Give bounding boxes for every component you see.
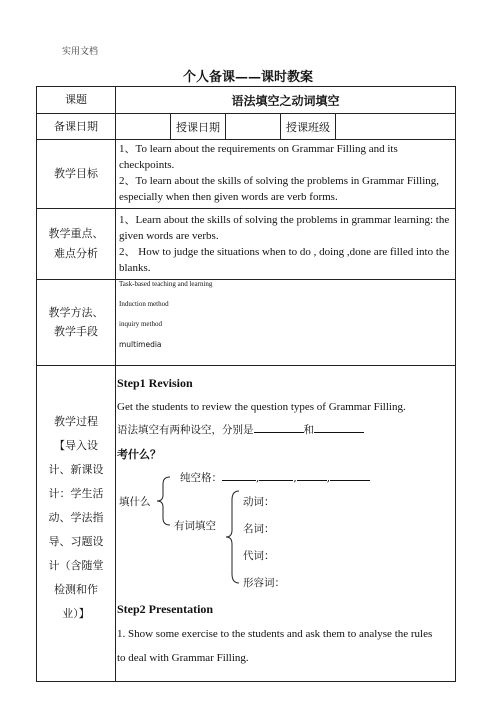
blank-5[interactable] [297,480,327,481]
step2-title: Step2 Presentation [117,601,214,616]
step1-title: Step1 Revision [117,375,193,390]
key-points-row [37,208,456,279]
method-line: multimedia [119,339,162,349]
fill-what: 填什么 [119,495,151,508]
step1-zh [117,422,364,437]
key-point-line: 2、 How to judge the situations when to do , doing ,done are filled into the blanks. [119,245,450,274]
goal-line: 1、To learn about the requirements on Grammar Filling and its checkpoints. [119,143,398,171]
blank-2[interactable] [314,432,364,433]
inner-brace-icon [224,490,242,584]
step1-zh-a: 语法填空有两种设空，分别是 [117,423,254,436]
step1-zh-b: 和 [303,423,314,436]
blank-6[interactable] [330,480,370,481]
what-test: 考什么？ [117,447,161,461]
process-label-line: 业）】 [62,606,90,620]
teach-date-label: 授课日期 [171,114,226,140]
step2-text-2: to deal with Grammar Filling. [117,651,249,664]
methods-row [37,279,456,365]
process-label [37,365,116,681]
word-type-pronoun: 代词： [243,549,275,562]
document-title: 个人备课——课时教案 [182,70,313,85]
topic-row [37,87,456,114]
word-blank-label: 有词填空 [174,519,216,532]
blank-3[interactable] [222,480,256,481]
step1-text: Get the students to review the question types of Grammar Filling. [117,400,406,413]
methods-label [37,279,116,365]
word-type-noun: 名词： [243,522,275,535]
header-note: 实用文档 [62,47,99,57]
step2-text-1: 1. Show some exercise to the students and ask them to analyse the rules [117,627,433,640]
prep-date-label: 备课日期 [37,114,116,140]
goal-line: 2、To learn about the skills of solving the problems in Grammar Filling, especially when then given words are verb forms. [119,174,440,203]
process-label-line: 【导入设 [54,438,98,452]
methods-label-line: 教学方法、 [48,305,104,319]
goals-row [37,140,456,209]
pure-blank-label: 纯空格： [180,471,222,484]
blank-1[interactable] [254,432,304,433]
key-point-line: 1、Learn about the skills of solving the problems in grammar learning: the given words are verbs. [119,213,450,242]
process-label-line: 检测和作 [54,582,98,596]
method-line: Task-based teaching and learning [119,279,213,288]
pure-blank: 纯空格： , , , [180,470,370,485]
methods-label-line: 教学手段 [54,325,98,338]
dates-row [37,114,456,140]
goals-content [116,140,456,209]
prep-date-value[interactable] [116,114,171,140]
process-content [116,365,456,681]
teach-date-value[interactable] [226,114,281,140]
key-points-content [116,208,456,279]
key-points-label-line: 教学重点、 [48,227,104,241]
topic-value: 语法填空之动词填空 [116,87,456,114]
process-label-line: 动、学法指 [48,510,104,524]
key-points-label [37,208,116,279]
lesson-plan-table [36,86,456,682]
goals-label: 教学目标 [37,140,116,209]
blank-4[interactable] [259,480,293,481]
process-label-line: 计（含随堂 [48,558,104,572]
process-label-line: 教学过程 [54,414,98,428]
key-points-label-line: 难点分析 [54,246,98,260]
process-label-line: 计：学生活 [48,486,104,500]
methods-content [116,279,456,365]
method-line: inquiry method [119,319,162,328]
topic-label: 课题 [37,87,116,114]
class-value[interactable] [336,114,456,140]
process-label-line: 导、习题设 [48,534,104,548]
method-line: Induction method [119,299,169,308]
word-type-verb: 动词： [243,495,275,508]
process-label-line: 计、新课设 [48,462,104,476]
word-type-adjective: 形容词： [243,576,285,589]
class-label: 授课班级 [281,114,336,140]
outer-brace-icon [154,476,174,526]
process-row [37,365,456,681]
